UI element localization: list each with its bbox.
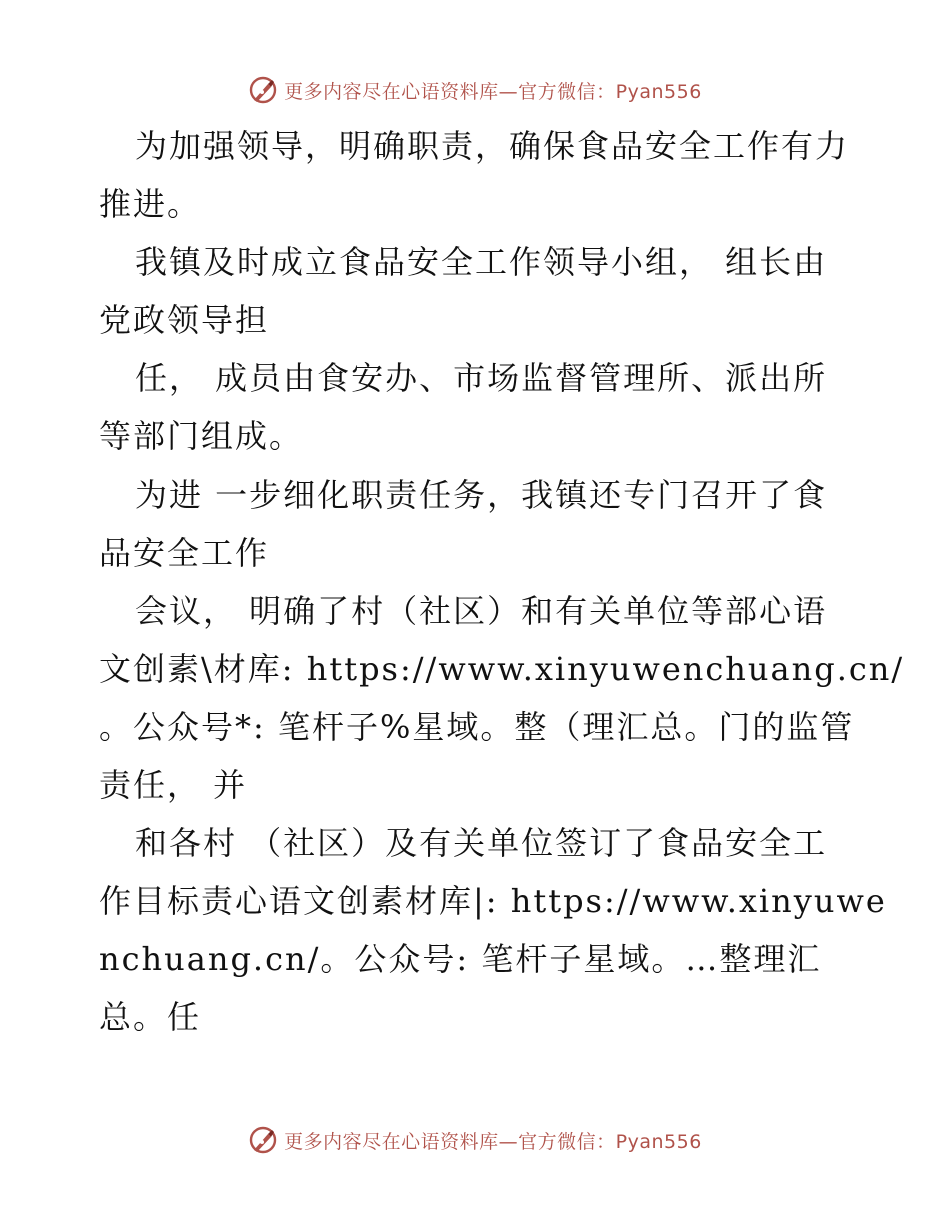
pen-nib-logo-icon — [248, 1125, 278, 1155]
paragraph-line: 会议， 明确了村（社区）和有关单位等部心语 — [135, 591, 828, 630]
header-banner — [0, 73, 950, 107]
paragraph-line: 品安全工作 — [99, 533, 270, 572]
paragraph-line: 责任， 并 — [99, 766, 248, 805]
paragraph-line: 作目标责心语文创素材库|: https://www.xinyuwe — [99, 882, 887, 921]
footer-banner-text: 更多内容尽在心语资料库—官方微信：Pyan556 — [284, 1130, 702, 1153]
paragraph-line: 等部门组成。 — [99, 417, 304, 456]
paragraph-line: 和各村 （社区）及有关单位签订了食品安全工 — [135, 824, 828, 863]
document-body — [99, 117, 905, 1047]
paragraph-line: 任， 成员由食安办、市场监督管理所、派出所 — [135, 359, 828, 398]
footer-banner — [0, 1123, 950, 1157]
paragraph-line: 文创素\材库: https://www.xinyuwenchuang.cn/ — [99, 649, 905, 688]
paragraph-line: 。公众号*: 笔杆子%星域。整（理汇总。门的监管 — [99, 707, 855, 746]
paragraph-line: 我镇及时成立食品安全工作领导小组， 组长由 — [135, 243, 828, 282]
pen-nib-logo-icon — [248, 75, 278, 105]
paragraph-line: 为加强领导，明确职责，确保食品安全工作有力 — [135, 127, 850, 165]
paragraph-line: nchuang.cn/。公众号: 笔杆子星域。…整理汇 — [99, 940, 822, 979]
paragraph-line: 为进 一步细化职责任务，我镇还专门召开了食 — [135, 475, 828, 514]
paragraph-line: 推进。 — [99, 185, 202, 224]
paragraph-line: 党政领导担 — [99, 301, 270, 340]
header-banner-text: 更多内容尽在心语资料库—官方微信：Pyan556 — [284, 80, 702, 103]
paragraph-line: 总。任 — [99, 998, 202, 1037]
